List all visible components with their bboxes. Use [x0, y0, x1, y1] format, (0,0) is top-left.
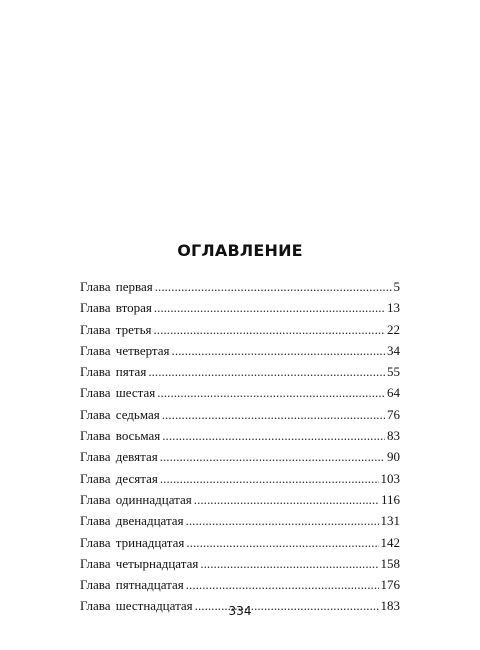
toc-heading: ОГЛАВЛЕНИЕ [177, 241, 303, 260]
toc-entry-page: 103 [380, 470, 400, 486]
toc-entry [80, 276, 400, 297]
toc-entry [80, 489, 400, 510]
toc-entry-page: 176 [380, 577, 400, 593]
toc-leader-dots [162, 425, 385, 446]
toc-entry [80, 468, 400, 489]
toc-entry [80, 574, 400, 595]
toc-entry-label: Глава восьмая [80, 428, 161, 444]
toc-leader-dots [186, 574, 379, 595]
toc-entry-page: 22 [387, 321, 400, 337]
toc-leader-dots [153, 319, 385, 340]
toc-entry-page: 183 [380, 598, 400, 614]
toc-entry-page: 131 [380, 513, 400, 529]
toc-entry [80, 382, 400, 403]
toc-entry-label: Глава четырнадцатая [80, 555, 199, 571]
toc-entry-label: Глава седьмая [80, 406, 160, 422]
toc-entry [80, 340, 400, 361]
toc-entry-label: Глава двенадцатая [80, 513, 184, 529]
toc-entry-label: Глава первая [80, 279, 153, 294]
toc-list [80, 276, 400, 617]
toc-entry-page: 34 [387, 342, 400, 358]
toc-entry-label: Глава четвертая [80, 342, 170, 358]
toc-entry-label: Глава пятая [80, 364, 147, 380]
toc-entry-label: Глава десятая [80, 470, 158, 486]
toc-entry-label: Глава девятая [80, 449, 158, 465]
toc-entry [80, 404, 400, 425]
toc-leader-dots [162, 404, 385, 425]
toc-entry [80, 361, 400, 382]
toc-leader-dots [148, 361, 385, 382]
toc-leader-dots [186, 532, 378, 553]
toc-leader-dots [157, 382, 385, 403]
page-number: 334 [228, 604, 252, 618]
toc-entry-label: Глава пятнадцатая [80, 577, 184, 593]
toc-entry [80, 297, 400, 318]
toc-entry-page: 13 [387, 300, 400, 316]
toc-leader-dots [186, 510, 379, 531]
toc-entry [80, 510, 400, 531]
toc-leader-dots [172, 340, 385, 361]
toc-leader-dots [160, 446, 385, 467]
toc-entry-page: 76 [387, 406, 400, 422]
toc-leader-dots [160, 468, 379, 489]
toc-entry-page: 158 [380, 555, 400, 571]
toc-entry-page: 55 [387, 364, 400, 380]
toc-entry-label: Глава тринадцатая [80, 534, 185, 550]
toc-entry-label: Глава шестнадцатая [80, 598, 193, 614]
toc-entry [80, 446, 400, 467]
toc-leader-dots [194, 489, 379, 510]
toc-entry-page: 83 [387, 428, 400, 444]
toc-entry-label: Глава вторая [80, 300, 152, 316]
toc-entry-page: 116 [380, 491, 400, 507]
toc-entry-page: 142 [380, 534, 400, 550]
toc-entry-label: Глава шестая [80, 385, 156, 401]
toc-entry-label: Глава третья [80, 321, 152, 337]
toc-entry-page: 90 [387, 449, 400, 465]
toc-leader-dots [200, 553, 378, 574]
toc-entry-page: 64 [387, 385, 400, 401]
toc-entry [80, 532, 400, 553]
toc-entry [80, 553, 400, 574]
toc-entry-label: Глава одиннадцатая [80, 491, 192, 507]
toc-entry-page: 5 [393, 279, 400, 294]
toc-leader-dots [155, 276, 392, 297]
toc-entry [80, 319, 400, 340]
toc-entry [80, 425, 400, 446]
toc-leader-dots [154, 297, 385, 318]
